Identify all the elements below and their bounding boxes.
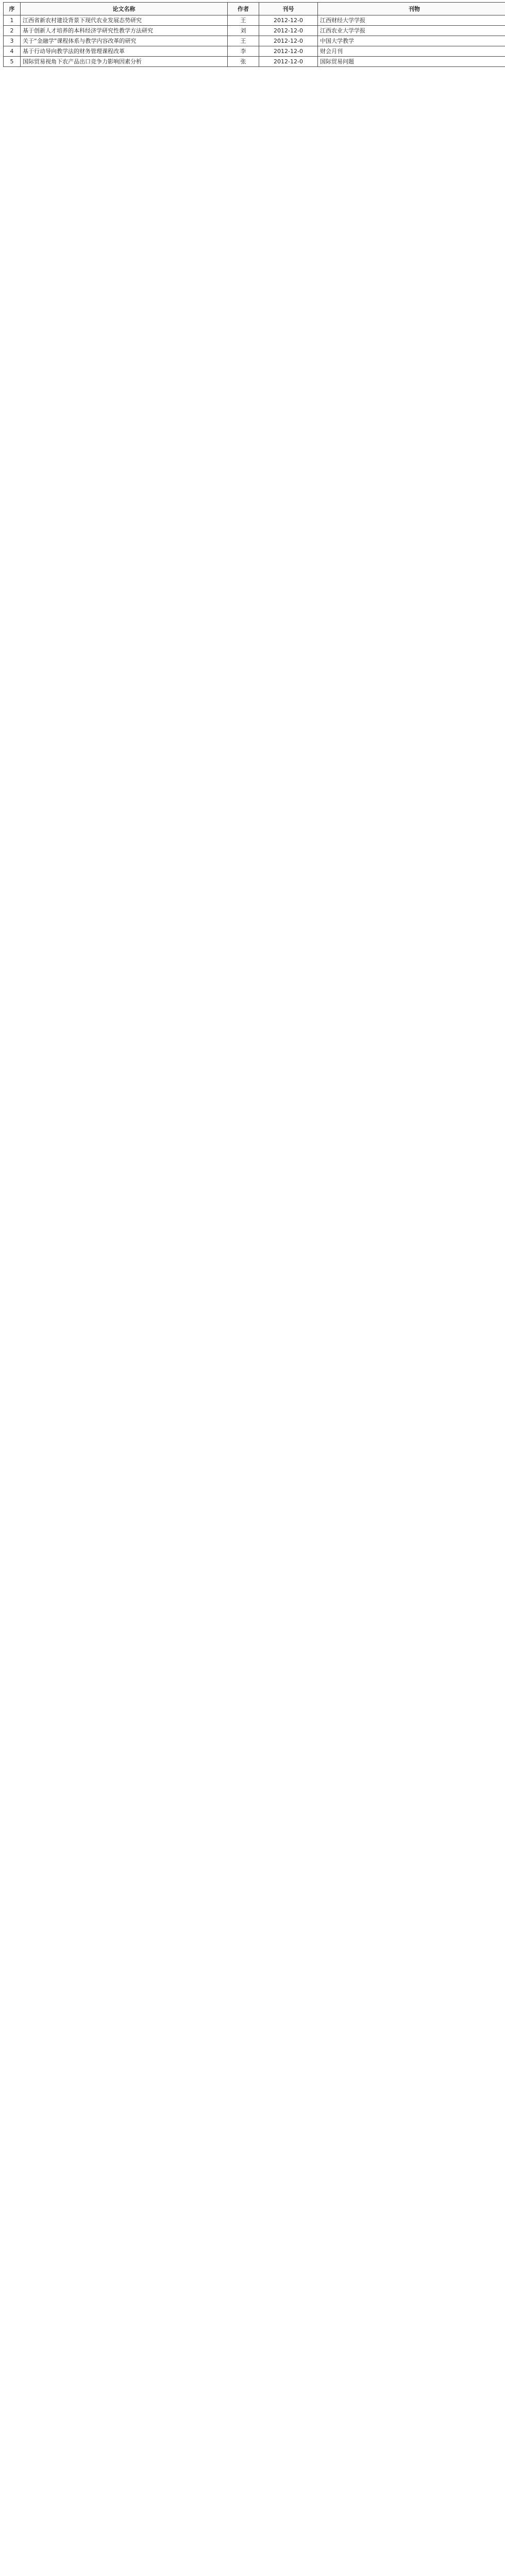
cell-author: 刘 bbox=[228, 26, 259, 36]
header-row bbox=[4, 3, 505, 15]
cell-title: 基于创新人才培养的本科经济学研究性教学方法研究 bbox=[21, 26, 228, 36]
header-journal: 刊物 bbox=[318, 3, 505, 15]
cell-code: 2012-12-0 bbox=[259, 26, 318, 36]
cell-journal: 中国大学教学 bbox=[318, 36, 505, 46]
header-author: 作者 bbox=[228, 3, 259, 15]
cell-journal: 江西财经大学学报 bbox=[318, 15, 505, 26]
cell-code: 2012-12-0 bbox=[259, 46, 318, 57]
cell-journal: 财会月刊 bbox=[318, 46, 505, 57]
header-no: 序 bbox=[4, 3, 21, 15]
table-row bbox=[4, 36, 505, 46]
cell-title: 基于行动导向教学法的财务管理课程改革 bbox=[21, 46, 228, 57]
cell-author: 王 bbox=[228, 15, 259, 26]
cell-title: 国际贸易视角下农产品出口竞争力影响因素分析 bbox=[21, 57, 228, 67]
cell-title: 江西省新农村建设背景下现代农业发展态势研究 bbox=[21, 15, 228, 26]
cell-journal: 国际贸易问题 bbox=[318, 57, 505, 67]
table-row bbox=[4, 46, 505, 57]
table-row bbox=[4, 57, 505, 67]
cell-no: 4 bbox=[4, 46, 21, 57]
cell-author: 李 bbox=[228, 46, 259, 57]
header-title: 论文名称 bbox=[21, 3, 228, 15]
cell-code: 2012-12-0 bbox=[259, 36, 318, 46]
header-code: 刊号 bbox=[259, 3, 318, 15]
table-row bbox=[4, 15, 505, 26]
cell-journal: 江西农业大学学报 bbox=[318, 26, 505, 36]
table-row bbox=[4, 26, 505, 36]
cell-title: 关于“金融学”课程体系与教学内容改革的研究 bbox=[21, 36, 228, 46]
table-body bbox=[4, 15, 505, 67]
cell-no: 1 bbox=[4, 15, 21, 26]
cell-author: 王 bbox=[228, 36, 259, 46]
table-header bbox=[4, 3, 505, 15]
cell-author: 张 bbox=[228, 57, 259, 67]
cell-code: 2012-12-0 bbox=[259, 15, 318, 26]
cell-code: 2012-12-0 bbox=[259, 57, 318, 67]
cell-no: 2 bbox=[4, 26, 21, 36]
cell-no: 3 bbox=[4, 36, 21, 46]
cell-no: 5 bbox=[4, 57, 21, 67]
paper-list-table bbox=[3, 2, 505, 67]
